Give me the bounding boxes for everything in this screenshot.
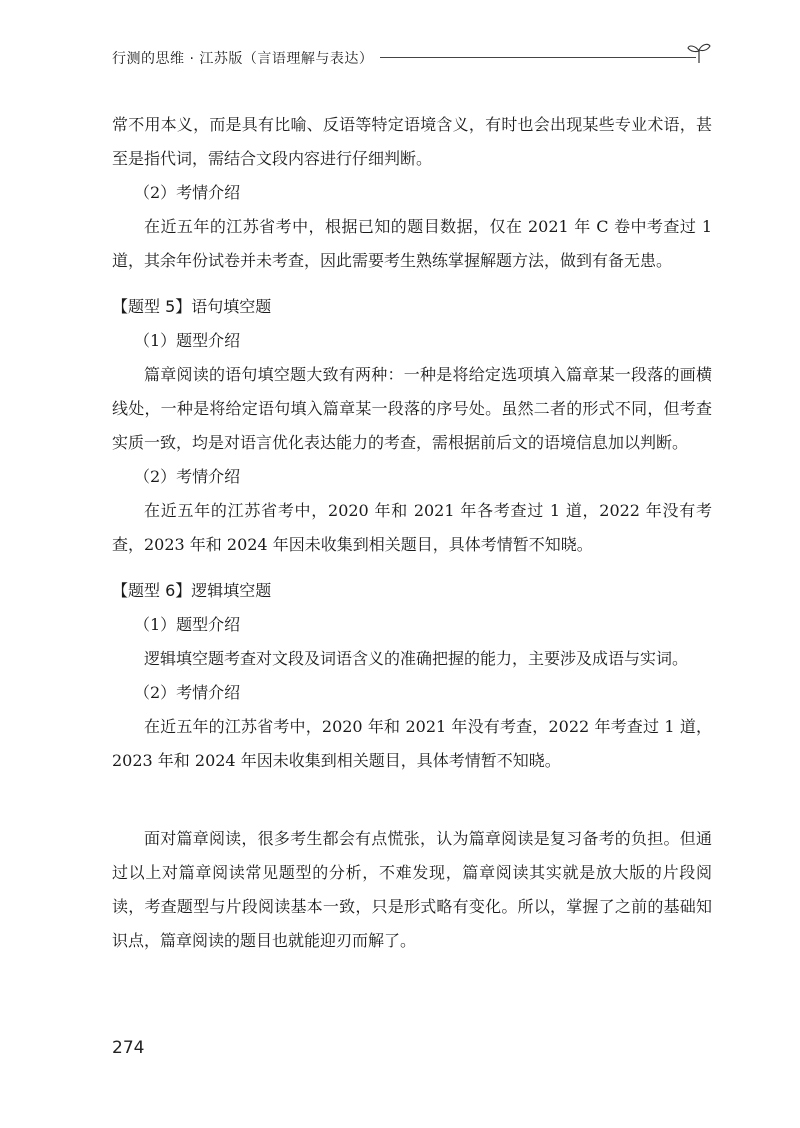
section-heading-type5: 【题型 5】语句填空题 — [112, 297, 272, 316]
subheading-type-intro: （1）题型介绍 — [134, 615, 241, 634]
subheading-type-intro: （1）题型介绍 — [134, 331, 241, 350]
sprout-icon — [686, 42, 712, 64]
paragraph-type-intro: 逻辑填空题考查对文段及词语含义的准确把握的能力，主要涉及成语与实词。 — [144, 649, 689, 668]
section-heading-type6: 【题型 6】逻辑填空题 — [112, 581, 272, 600]
page-number: 274 — [112, 1038, 145, 1058]
header-rule — [380, 57, 696, 58]
paragraph-exam-info: 在近五年的江苏省考中，2020 年和 2021 年各考查过 1 道，2022 年没有考查，2023 年和 2024 年因未收集到相关题目，具体考情暂不知晓。 — [112, 501, 712, 554]
subheading-exam-info: （2）考情介绍 — [134, 683, 241, 702]
paragraph-type-intro: 篇章阅读的语句填空题大致有两种：一种是将给定选项填入篇章某一段落的画横线处，一种是将给定语句填入篇章某一段落的序号处。虽然二者的形式不同，但考查实质一致，均是对语言优化表达能力的考查，需根据前后文的语境信息加以判断。 — [112, 365, 712, 452]
subheading-exam-info: （2）考情介绍 — [134, 467, 241, 486]
paragraph-exam-info: 在近五年的江苏省考中，根据已知的题目数据，仅在 2021 年 C 卷中考查过 1 道，其余年份试卷并未考查，因此需要考生熟练掌握解题方法，做到有备无患。 — [112, 217, 712, 270]
header-title: 行测的思维 · 江苏版（言语理解与表达） — [112, 51, 374, 67]
body-text — [112, 108, 712, 958]
running-header — [112, 44, 712, 70]
paragraph-continued: 常不用本义，而是具有比喻、反语等特定语境含义，有时也会出现某些专业术语，甚至是指代词，需结合文段内容进行仔细判断。 — [112, 115, 712, 168]
paragraph-summary: 面对篇章阅读，很多考生都会有点慌张，认为篇章阅读是复习备考的负担。但通过以上对篇章阅读常见题型的分析，不难发现，篇章阅读其实就是放大版的片段阅读，考查题型与片段阅读基本一致，只是形式略有变化。所以，掌握了之前的基础知识点，篇章阅读的题目也就能迎刃而解了。 — [112, 829, 712, 950]
paragraph-exam-info: 在近五年的江苏省考中，2020 年和 2021 年没有考查，2022 年考查过 1 道，2023 年和 2024 年因未收集到相关题目，具体考情暂不知晓。 — [112, 717, 712, 770]
subheading-exam-info: （2）考情介绍 — [134, 183, 241, 202]
